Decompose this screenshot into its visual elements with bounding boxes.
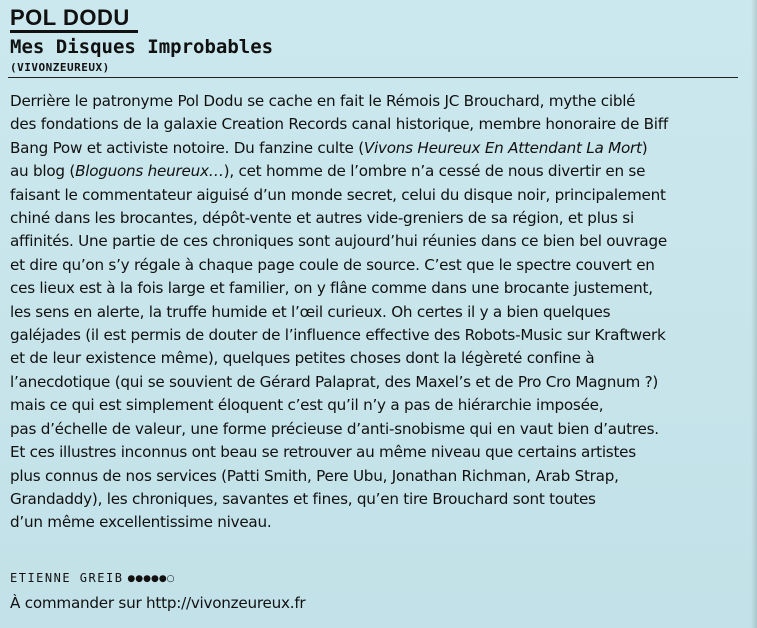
page-edge-shadow: [751, 0, 757, 628]
review-line: les sens en alerte, la truffe humide et l’œil curieux. Oh certes il y a bien quelques: [10, 302, 611, 321]
review-line: des fondations de la galaxie Creation Records canal historique, membre honoraire de Biff: [10, 115, 668, 134]
review-line: Bang Pow et activiste notoire. Du fanzine culte (Vivons Heureux En Attendant La Mort): [10, 138, 648, 157]
review-line: plus connus de nos services (Patti Smith, Pere Ubu, Jonathan Richman, Arab Strap,: [10, 466, 619, 485]
review-line: pas d’échelle de valeur, une forme précieuse d’anti-snobisme qui en vaut bien d’autres.: [10, 419, 659, 438]
rating-dots: ●●●●●○: [127, 574, 175, 584]
review-line: Derrière le patronyme Pol Dodu se cache en fait le Rémois JC Brouchard, mythe ciblé: [10, 92, 636, 110]
author-signature: [10, 571, 175, 586]
review-line: galéjades (il est permis de douter de l’influence effective des Robots-Music sur Kraftwerk: [10, 326, 666, 345]
review-line: ces lieux est à la fois large et familier, on y flâne comme dans une brocante justement,: [10, 279, 653, 298]
review-line: et dire qu’on s’y régale à chaque page coule de source. C’est que le spectre couvert en: [10, 255, 655, 274]
review-line: faisant le commentateur aiguisé d’un monde secret, celui du disque noir, principalement: [10, 185, 666, 204]
review-line: au blog (Bloguons heureux…), cet homme de l’ombre n’a cessé de nous divertir en se: [10, 162, 646, 181]
review-line: d’un même excellentissime niveau.: [10, 513, 272, 532]
order-info: À commander sur http://vivonzeureux.fr: [10, 594, 306, 612]
review-line: mais ce qui est simplement éloquent c’est qu’il n’y a pas de hiérarchie imposée,: [10, 396, 604, 415]
review-line: l’anecdotique (qui se souvient de Gérard Palaprat, des Maxel’s et de Pro Cro Magnum ?): [10, 372, 659, 391]
album-title: Mes Disques Improbables: [10, 36, 274, 58]
review-line: Et ces illustres inconnus ont beau se retrouver au même niveau que certains artistes: [10, 443, 636, 462]
review-body: [10, 90, 736, 535]
artist-name: POL DODU: [10, 5, 130, 30]
review-line: chiné dans les brocantes, dépôt-vente et autres vide-greniers de sa région, et plus si: [10, 209, 634, 228]
header-divider: [8, 77, 738, 78]
record-label: (VIVONZEUREUX): [10, 61, 110, 74]
author-name: ETIENNE GREIB: [10, 571, 124, 585]
fanzine-title: Vivons Heureux En Attendant La Mort: [363, 138, 642, 157]
review-line: affinités. Une partie de ces chroniques sont aujourd’hui réunies dans ce bien bel ouvrage: [10, 232, 667, 251]
blog-title: Bloguons heureux…: [75, 162, 224, 181]
artist-underline: [10, 30, 138, 33]
review-line: et de leur existence même), quelques petites choses dont la légèreté confine à: [10, 349, 595, 368]
review-line: Grandaddy), les chroniques, savantes et fines, qu’en tire Brouchard sont toutes: [10, 489, 596, 508]
